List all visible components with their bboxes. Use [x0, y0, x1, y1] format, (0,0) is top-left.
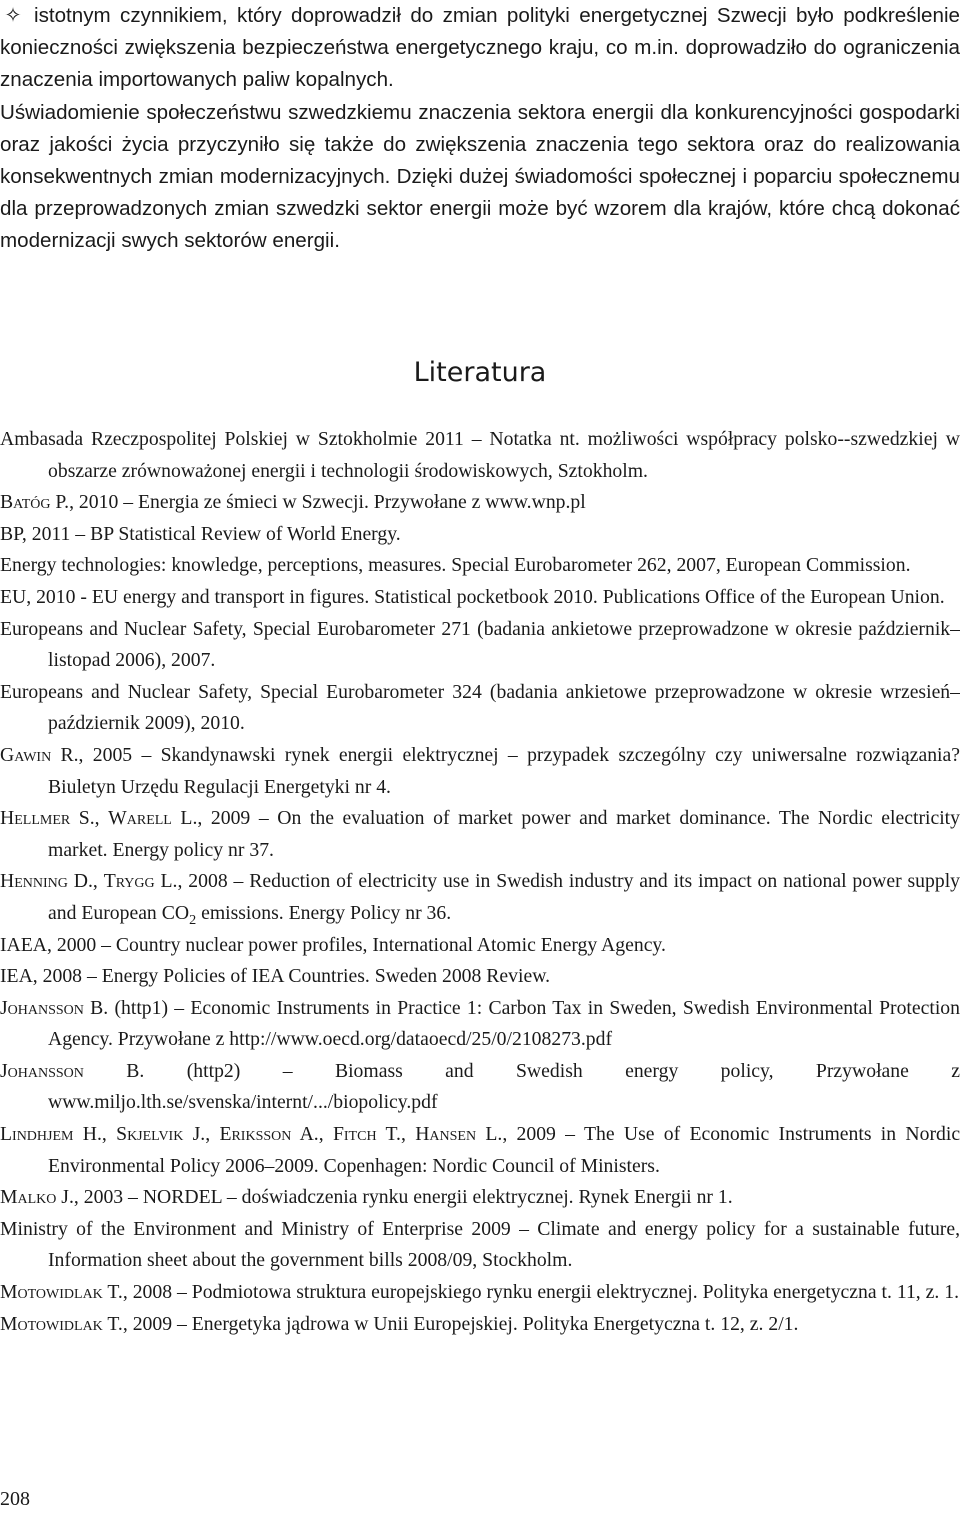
reference-text: , 2003 – NORDEL – doświadczenia rynku energii elektrycznej. Rynek Energii nr 1. [73, 1186, 733, 1209]
reference-author: Warell L. [108, 807, 198, 830]
reference-text: , 2005 – Skandynawski rynek energii elektrycznej – przypadek szczególny czy uniwersalne rozwiązania? Biuletyn Urzędu Regulacji Energetyki nr 4. [48, 743, 960, 798]
reference-item: EU, 2010 - EU energy and transport in figures. Statistical pocketbook 2010. Publications Office of the European Union. [0, 585, 945, 608]
reference-item: Ministry of the Environment and Ministry of Enterprise 2009 – Climate and energy policy for a sustainable future, Information sheet about the government bills 2008/09, Stockholm. [0, 1217, 960, 1272]
reference-item [0, 1056, 960, 1119]
reference-text: , 2009 – The Use of Economic Instruments in Nordic Environmental Policy 2006–2009. Copenhagen: Nordic Council of Ministers. [48, 1123, 960, 1177]
reference-list [0, 424, 960, 1340]
reference-separator: , [101, 1123, 117, 1146]
reference-item [0, 487, 960, 519]
reference-item: BP, 2011 – BP Statistical Review of World Energy. [0, 522, 401, 545]
reference-item [0, 1277, 960, 1309]
reference-text: , 2008 – Reduction of electricity use in Swedish industry and its impact on national power supply and European CO [48, 870, 960, 924]
page-number: 208 [0, 1488, 30, 1510]
reference-item [0, 740, 960, 803]
reference-text: , 2009 – Energetyka jądrowa w Unii Europejskiej. Polityka Energetyczna t. 12, z. 2/1. [122, 1312, 799, 1335]
reference-author: Johansson B. [0, 996, 109, 1019]
reference-text: (http2) – Biomass and Swedish energy policy, Przywołane z www.miljo.lth.se/svenska/internt/.../biopolicy.pdf [48, 1059, 960, 1114]
reference-item [0, 1309, 960, 1341]
reference-item [0, 803, 960, 866]
reference-separator: , [92, 870, 104, 893]
reference-text: (http1) – Economic Instruments in Practice 1: Carbon Tax in Sweden, Swedish Environmental Protection Agency. Przywołane z http://www.oecd.org/dataoecd/25/0/2108273.pdf [48, 996, 960, 1051]
reference-item [0, 1182, 960, 1214]
reference-author: Eriksson A. [219, 1123, 319, 1146]
reference-author: Hellmer S. [0, 807, 95, 830]
reference-separator: , [400, 1123, 416, 1146]
reference-text: , 2008 – Podmiotowa struktura europejskiego rynku energii elektrycznej. Polityka energetyczna t. 11, z. 1. [122, 1281, 959, 1304]
reference-item [0, 866, 960, 929]
reference-item: Europeans and Nuclear Safety, Special Eurobarometer 271 (badania ankietowe przeprowadzone w okresie październik–listopad 2006), 2007. [0, 617, 960, 672]
reference-text: , 2009 – On the evaluation of market power and market dominance. The Nordic electricity market. Energy policy nr 37. [48, 807, 960, 861]
reference-item: IAEA, 2000 – Country nuclear power profiles, International Atomic Energy Agency. [0, 933, 666, 956]
reference-item [0, 1119, 960, 1182]
bullet-text: istotnym czynnikiem, który doprowadził do zmian polityki energetycznej Szwecji było podkreślenie konieczności zwiększenia bezpieczeństwa energetycznego kraju, co m.in. doprowadziło do ograniczenia znaczenia importowanych paliw kopalnych. [0, 4, 960, 92]
reference-author: Batóg P. [0, 491, 70, 514]
reference-item: IEA, 2008 – Energy Policies of IEA Countries. Sweden 2008 Review. [0, 965, 551, 988]
reference-separator: , [318, 1123, 333, 1146]
reference-author: Gawin R. [0, 743, 79, 766]
reference-author: Motowidlak T. [0, 1312, 123, 1335]
reference-item: Ambasada Rzeczpospolitej Polskiej w Sztokholmie 2011 – Notatka nt. możliwości współpracy polsko--szwedzkiej w obszarze zrównoważonej energii i technologii środowiskowych, Sztokholm. [0, 428, 960, 482]
reference-separator: , [94, 807, 109, 830]
section-heading: Literatura [413, 357, 547, 388]
body-paragraph: Uświadomienie społeczeństwu szwedzkiemu znaczenia sektora energii dla konkurencyjności gospodarki oraz jakości życia przyczyniło się także do zwiększenia znaczenia tego sektora oraz do realizowania konsekwentnych zmian modernizacyjnych. Dzięki dużej świadomości społecznej i poparciu społecznemu dla przeprowadzonych zmian szwedzki sektor energii może być wzorem dla krajów, które chcą dokonać modernizacji swych sektorów energii. [0, 100, 960, 253]
reference-author: Motowidlak T. [0, 1281, 123, 1304]
reference-text: emissions. Energy Policy nr 36. [196, 901, 452, 924]
reference-author: Johansson B. [0, 1059, 145, 1082]
diamond-star-bullet-icon: ✧ [4, 4, 22, 27]
reference-separator: , [205, 1123, 220, 1146]
reference-author: Henning D. [0, 870, 93, 893]
reference-author: Hansen L. [415, 1123, 503, 1146]
bullet-paragraph [0, 0, 960, 97]
reference-author: Fitch T. [332, 1123, 401, 1146]
reference-author: Skjelvik J. [116, 1123, 206, 1146]
reference-item: Europeans and Nuclear Safety, Special Eurobarometer 324 (badania ankietowe przeprowadzone w okresie wrzesień–październik 2009), 2010. [0, 680, 960, 735]
reference-author: Malko J. [0, 1186, 74, 1209]
reference-text: , 2010 – Energia ze śmieci w Szwecji. Przywołane z www.wnp.pl [69, 491, 586, 514]
body-text [0, 0, 960, 258]
subscript: 2 [189, 911, 197, 928]
reference-item: Energy technologies: knowledge, perceptions, measures. Special Eurobarometer 262, 2007, European Commission. [0, 554, 911, 577]
reference-author: Lindhjem H. [0, 1123, 102, 1146]
reference-item [0, 993, 960, 1056]
reference-author: Trygg L. [103, 870, 178, 893]
